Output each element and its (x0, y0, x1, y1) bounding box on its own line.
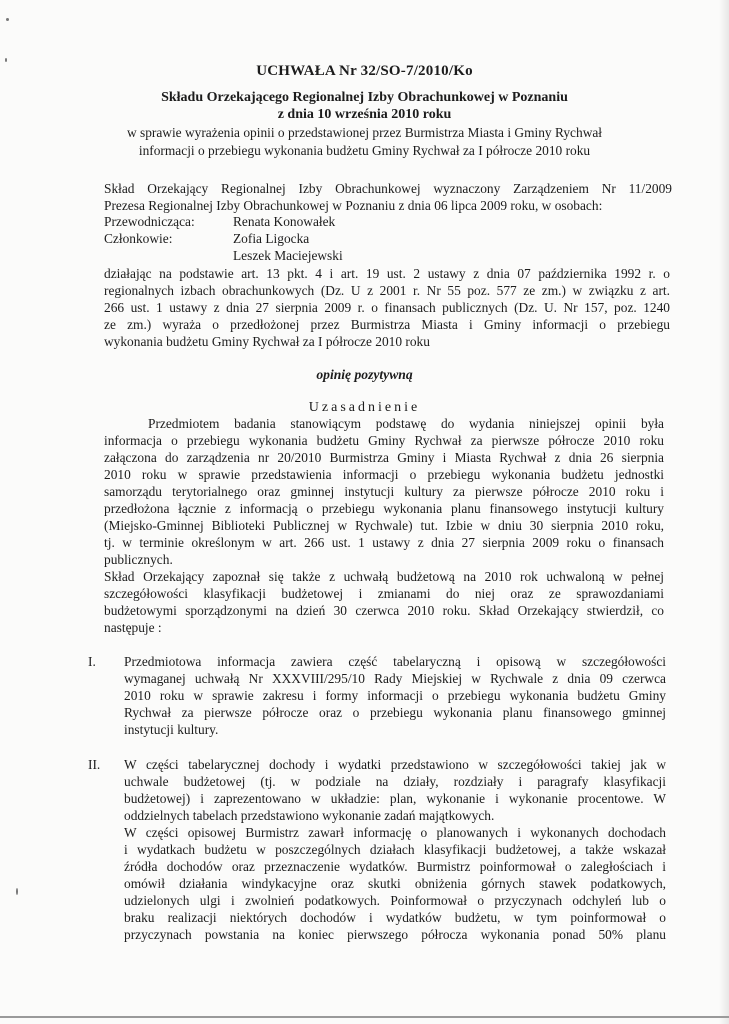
justification-line: 2010 roku w sprawie przedstawienia informacji o przebiegu wykonania budżetu jednostki (104, 467, 664, 482)
opinion-verdict: opinię pozytywną (316, 367, 413, 382)
point-line: W części opisowej Burmistrz zawarł informację o planowanych i wykonanych dochodach (124, 825, 666, 840)
chair-name: Renata Konowałek (233, 214, 336, 229)
point-line: źródła dochodów oraz przeznaczenie wydatków. Burmistrz poinformował o zaległościach i (124, 859, 666, 874)
point-line: Rychwał za pierwsze półrocze oraz o przebiegu wykonania planu finansowego gminnej (124, 705, 666, 720)
resolution-subject-line-1: w sprawie wyrażenia opinii o przedstawionej przez Burmistrza Miasta i Gminy Rychwał (126, 125, 603, 140)
point-line: W części tabelarycznej dochody i wydatki przedstawiono w szczegółowości takiej jak w (124, 757, 666, 772)
justification-line: samorządu terytorialnego oraz gminnej instytucji kultury za pierwsze półrocze 2010 roku i (104, 484, 664, 499)
scan-speck (6, 18, 9, 21)
justification-line: Przedmiotem badania stanowiącym podstawę do wydania niniejszej opinii była (148, 416, 664, 431)
justification-line: budżetowymi sporządzonymi na dzień 30 czerwca 2010 roku. Skład Orzekający stwierdził, co (104, 603, 664, 618)
legal-basis-line: ze zm.) wyraża o przedłożonej przez Burmistrza Miasta i Gminy informacji o przebiegu (104, 317, 670, 332)
point-line: przyczynach powstania na koniec pierwszego półrocza wykonania ponad 50% planu (124, 927, 666, 942)
point-line: i wydatkach budżetu w poszczególnych działach klasyfikacji budżetowej, a także wskazał (124, 842, 666, 857)
justification-line: przedłożona łącznie z informacją o przebiegu wykonania planu finansowego instytucji kultury (104, 501, 664, 516)
justification-line: załączona do zarządzenia nr 20/2010 Burmistrza Gminy i Miasta Rychwał z dnia 26 sierpnia (104, 450, 664, 465)
member-name: Zofia Ligocka (233, 231, 310, 246)
intro-line-1: Skład Orzekający Regionalnej Izby Obrachunkowej wyznaczony Zarządzeniem Nr 11/2009 (104, 181, 672, 196)
point-line: braku realizacji niektórych dochodów i wydatków budżetu, w tym poinformował o (124, 910, 666, 925)
justification-line: publicznych. (104, 552, 173, 567)
resolution-date: z dnia 10 września 2010 roku (277, 107, 452, 122)
point-numeral: II. (88, 757, 101, 772)
legal-basis-line: regionalnych izbach obrachunkowych (Dz. U z 2001 r. Nr 55 poz. 577 ze zm.) w związku z art. (104, 283, 670, 298)
point-line: oddzielnych tabelach przedstawiono wykonanie zadań majątkowych. (124, 808, 495, 823)
justification-line: następuje : (104, 620, 162, 635)
page-bottom-edge (0, 1016, 729, 1018)
justification-line: informacja o przebiegu wykonania budżetu Gminy Rychwał za pierwsze półrocze 2010 roku (104, 433, 664, 448)
point-line: omówił działania windykacyjne oraz skutki obniżenia górnych stawek podatkowych, (124, 876, 666, 891)
intro-line-2: Prezesa Regionalnej Izby Obrachunkowej w Poznaniu z dnia 06 lipca 2009 roku, w osobach: (104, 198, 603, 213)
point-line: instytucji kultury. (124, 722, 219, 737)
point-line: 2010 roku w sprawie zakresu i formy informacji o przebiegu wykonania budżetu Gminy (124, 688, 666, 703)
point-line: Przedmiotowa informacja zawiera część tabelaryczną i opisową w szczegółowości (124, 654, 666, 669)
justification-line: (Miejsko-Gminnej Biblioteki Publicznej w Rychwale) tut. Izbie w dniu 30 sierpnia 2010 roku, (104, 518, 664, 533)
resolution-title: UCHWAŁA Nr 32/SO-7/2010/Ko (256, 63, 473, 79)
legal-basis-line: wykonania budżetu Gminy Rychwał za I półrocze 2010 roku (104, 334, 430, 349)
member-name: Leszek Maciejewski (233, 248, 343, 263)
scan-speck (16, 888, 18, 895)
point-line: budżetowej) i zaprezentowano w układzie: plan, wykonanie i wykonanie procentowe. W (124, 791, 666, 806)
justification-line: Skład Orzekający zapoznał się także z uchwałą budżetową na 2010 rok uchwaloną w pełnej (104, 569, 664, 584)
justification-line: szczegółowości klasyfikacji budżetowej i zmianami do niej oraz ze sprawozdaniami (104, 586, 664, 601)
point-line: wymaganej uchwałą Nr XXXVIII/295/10 Rady Miejskiej w Rychwale z dnia 09 czerwca (124, 671, 666, 686)
justification-line: tj. w terminie określonym w art. 266 ust. 1 ustawy z dnia 27 sierpnia 2009 roku o finansach (104, 535, 664, 550)
point-line: udzielonych ulgi i zwolnień podatkowych. Poinformował o przyczynach odchyleń lub o (124, 893, 666, 908)
resolution-subject-line-2: informacji o przebiegu wykonania budżetu Gminy Rychwał za I półrocze 2010 roku (138, 143, 591, 158)
resolution-issuer: Składu Orzekającego Regionalnej Izby Obrachunkowej w Poznaniu (161, 90, 568, 105)
justification-heading: Uzasadnienie (308, 400, 421, 415)
legal-basis-line: działając na podstawie art. 13 pkt. 4 i art. 19 ust. 2 ustawy z dnia 07 października 1992 r. o (104, 266, 670, 281)
scan-speck (5, 58, 7, 62)
point-line: uchwale budżetowej (tj. w podziale na działy, rozdziały i paragrafy klasyfikacji (124, 774, 666, 789)
chair-label: Przewodnicząca: (104, 214, 195, 229)
members-label: Członkowie: (104, 231, 173, 246)
legal-basis-line: 266 ust. 1 ustawy z dnia 27 sierpnia 2009 r. o finansach publicznych (Dz. U. Nr 157, poz. 1240 (104, 300, 670, 315)
point-numeral: I. (88, 654, 96, 669)
